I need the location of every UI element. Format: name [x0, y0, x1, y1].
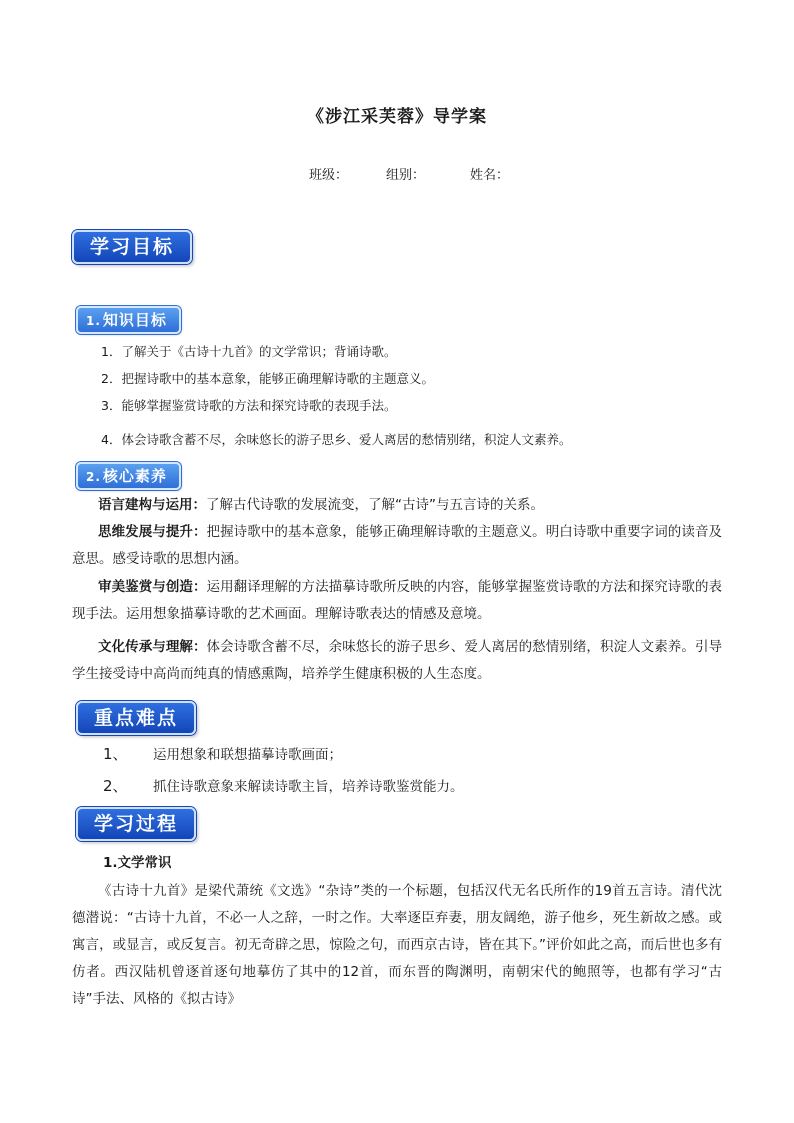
knowledge-item: 4．体会诗歌含蓄不尽，余味悠长的游子思乡、爱人离居的愁情别绪，积淀人文素养。	[101, 432, 572, 447]
banner-learning-process: 学习过程	[76, 807, 196, 841]
page-title: 《涉江采芙蓉》导学案	[307, 107, 487, 127]
core-heading: 文化传承与理解：	[98, 639, 207, 655]
banner-learning-goals: 学习目标	[72, 230, 192, 264]
core-paragraph-culture	[72, 634, 722, 688]
subheading-number: 1.	[86, 314, 101, 328]
core-heading: 思维发展与提升：	[98, 524, 207, 540]
section-title-literary-knowledge: 1.文学常识	[103, 855, 172, 871]
subheading-number: 2.	[86, 470, 101, 484]
core-heading: 语言建构与运用：	[98, 497, 206, 513]
key-point-item	[103, 775, 464, 796]
core-body: 了解古代诗歌的发展流变，了解“古诗”与五言诗的关系。	[206, 497, 544, 513]
core-body: 把握诗歌中的基本意象，能够正确理解诗歌的主题意义。明白诗歌中重要字词的读音及意思。感受诗歌的思想内涵。	[72, 524, 723, 567]
subheading-label: 核心素养	[102, 467, 167, 485]
core-body: 体会诗歌含蓄不尽，余味悠长的游子思乡、爱人离居的愁情别绪，积淀人文素养。引导学生接受诗中高尚而纯真的情感熏陶，培养学生健康积极的人生态度。	[72, 639, 723, 682]
subheading-knowledge-goals	[76, 306, 181, 334]
core-paragraph-thinking	[72, 519, 722, 573]
name-label: 姓名：	[470, 168, 510, 183]
knowledge-item: 3．能够掌握鉴赏诗歌的方法和探究诗歌的表现手法。	[101, 398, 397, 413]
key-point-text: 抓住诗歌意象来解读诗歌主旨，培养诗歌鉴赏能力。	[153, 779, 464, 795]
core-paragraph-language	[72, 492, 722, 519]
key-point-item	[103, 743, 342, 764]
subheading-label: 知识目标	[102, 311, 167, 329]
class-label: 班级：	[309, 168, 349, 183]
key-point-number: 1、	[103, 745, 128, 763]
key-point-number: 2、	[103, 777, 128, 795]
core-heading: 审美鉴赏与创造：	[98, 579, 207, 595]
knowledge-item: 1．了解关于《古诗十九首》的文学常识；背诵诗歌。	[101, 344, 397, 359]
core-body: 运用翻译理解的方法描摹诗歌所反映的内容，能够掌握鉴赏诗歌的方法和探究诗歌的表现手法。运用想象描摹诗歌的艺术画面。理解诗歌表达的情感及意境。	[72, 579, 723, 622]
key-point-text: 运用想象和联想描摹诗歌画面；	[153, 747, 342, 763]
core-paragraph-aesthetics	[72, 574, 722, 628]
group-label: 组别：	[386, 168, 426, 183]
literary-knowledge-paragraph: 《古诗十九首》是梁代萧统《文选》“杂诗”类的一个标题，包括汉代无名氏所作的19首五言诗。清代沈德潜说：“古诗十九首，不必一人之辞，一时之作。大率逐臣弃妻，朋友阔绝，游子他乡，死生新故之感。或寓言，或显言，或反复言。初无奇辟之思，惊险之句，而西京古诗，皆在其下。”评价如此之高，而后世也多有仿者。西汉陆机曾逐首逐句地摹仿了其中的12首，而东晋的陶渊明，南朝宋代的鲍照等，也都有学习“古诗”手法、风格的《拟古诗》	[72, 883, 722, 1007]
knowledge-item: 2．把握诗歌中的基本意象，能够正确理解诗歌的主题意义。	[101, 371, 434, 386]
subheading-core-literacy	[76, 462, 181, 490]
banner-key-points: 重点难点	[76, 701, 196, 735]
